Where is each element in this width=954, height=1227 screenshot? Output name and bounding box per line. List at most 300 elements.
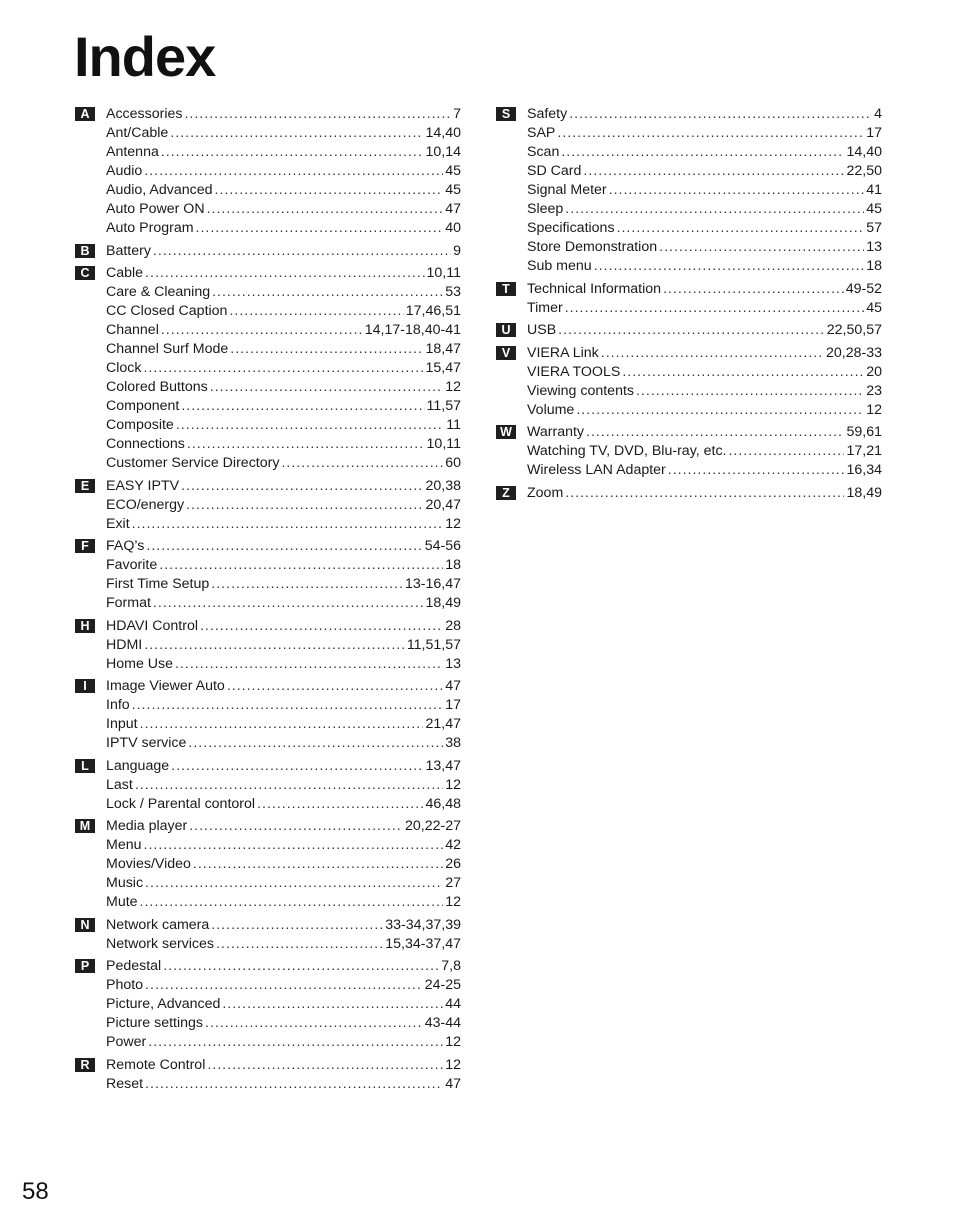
index-entry-pages: 18,49: [425, 595, 461, 611]
dot-leader: [212, 283, 443, 302]
index-entry-term: Viewing contents: [527, 382, 635, 399]
index-letter-badge: A: [75, 107, 95, 121]
index-entry[interactable]: [106, 817, 461, 836]
index-entry-pages: 20,38: [425, 477, 461, 494]
dot-leader: [594, 257, 865, 276]
index-entries: [527, 280, 882, 318]
dot-leader: [145, 1075, 443, 1094]
index-entry-term: Info: [106, 697, 130, 713]
index-entry[interactable]: [106, 378, 461, 397]
index-entry[interactable]: [106, 776, 461, 795]
index-entry-pages: 13: [866, 239, 882, 255]
index-entry-pages: 20,47: [425, 496, 461, 513]
index-group-c: [75, 264, 461, 473]
index-entry-pages: 9: [453, 242, 461, 259]
index-entry-pages: 13-16,47: [404, 576, 461, 592]
index-entry-pages: 59,61: [846, 424, 882, 440]
index-entry-term: USB: [527, 322, 557, 338]
dot-leader: [140, 715, 424, 734]
dot-leader: [216, 935, 383, 954]
index-entry[interactable]: [106, 321, 461, 340]
index-group-w: [496, 423, 882, 480]
index-entry-term: Media player: [106, 818, 188, 834]
index-entry-pages: 17,21: [846, 443, 882, 459]
index-letter-badge: E: [75, 479, 95, 493]
index-entry-term: Warranty: [527, 424, 585, 440]
index-entry-pages: 38: [445, 735, 461, 751]
dot-leader: [132, 696, 444, 715]
index-entry-pages: 45: [866, 299, 882, 316]
index-column-right: [496, 105, 882, 506]
dot-leader: [207, 1056, 443, 1075]
index-entry[interactable]: [106, 893, 461, 912]
index-entry[interactable]: [106, 435, 461, 454]
dot-leader: [583, 162, 844, 181]
index-entry[interactable]: [527, 363, 882, 382]
dot-leader: [565, 200, 864, 219]
index-entry[interactable]: [106, 935, 461, 954]
index-entry[interactable]: [106, 916, 461, 935]
index-entry-term: Colored Buttons: [106, 379, 208, 395]
index-entry[interactable]: [106, 105, 461, 124]
index-entry[interactable]: [527, 200, 882, 219]
index-entries: [527, 321, 882, 340]
dot-leader: [257, 795, 423, 814]
index-entry[interactable]: [527, 484, 882, 503]
index-entry[interactable]: [106, 696, 461, 715]
index-entry-pages: 54-56: [424, 538, 461, 554]
page-number: 58: [22, 1178, 49, 1205]
dot-leader: [181, 477, 423, 496]
index-entry[interactable]: [106, 219, 461, 238]
index-group-t: [496, 280, 882, 318]
index-entries: [106, 677, 461, 753]
index-entry[interactable]: [527, 321, 882, 340]
index-entry-pages: 7: [453, 106, 461, 122]
index-letter-badge: R: [75, 1058, 95, 1072]
index-entry[interactable]: [106, 454, 461, 473]
index-entry-term: Customer Service Directory: [106, 455, 280, 471]
index-entry-pages: 12: [445, 379, 461, 395]
index-entry[interactable]: [527, 299, 882, 318]
index-entry[interactable]: [106, 143, 461, 162]
index-entry-pages: 12: [445, 894, 461, 910]
dot-leader: [601, 344, 824, 363]
index-entry-pages: 12: [445, 1034, 461, 1050]
index-entries: [106, 1056, 461, 1094]
index-entry-term: Remote Control: [106, 1056, 206, 1073]
index-entry-term: Music: [106, 875, 144, 891]
dot-leader: [144, 836, 444, 855]
dot-leader: [200, 617, 443, 636]
index-entry-pages: 14,40: [846, 144, 882, 160]
index-entries: [527, 484, 882, 503]
index-entry[interactable]: [106, 515, 461, 534]
index-entry-term: Auto Power ON: [106, 201, 205, 217]
dot-leader: [229, 302, 403, 321]
index-letter-badge: L: [75, 759, 95, 773]
index-entry[interactable]: [106, 757, 461, 776]
index-group-s: [496, 105, 882, 276]
index-entry-pages: 33-34,37,39: [385, 916, 461, 933]
index-entry-pages: 11,51,57: [406, 636, 461, 653]
index-entry-term: Care & Cleaning: [106, 284, 211, 300]
index-entry-pages: 26: [445, 856, 461, 872]
index-entry-pages: 20: [866, 363, 882, 380]
index-entry[interactable]: [106, 537, 461, 556]
index-letter-badge: M: [75, 819, 95, 833]
index-entry-term: Sub menu: [527, 258, 592, 274]
index-group-n: [75, 916, 461, 954]
dot-leader: [636, 382, 864, 401]
index-entry[interactable]: [106, 636, 461, 655]
dot-leader: [565, 299, 864, 318]
index-entry-term: Input: [106, 716, 138, 732]
dot-leader: [170, 124, 423, 143]
index-entry-pages: 53: [445, 284, 461, 300]
dot-leader: [211, 916, 383, 935]
index-entry-pages: 13: [445, 655, 461, 672]
index-entry-term: Volume: [527, 401, 575, 418]
dot-leader: [196, 219, 444, 238]
index-entry[interactable]: [106, 181, 461, 200]
index-entry[interactable]: [106, 496, 461, 515]
index-entry[interactable]: [106, 264, 461, 283]
dot-leader: [145, 874, 443, 893]
index-entry-pages: 43-44: [424, 1015, 461, 1031]
index-entry[interactable]: [106, 976, 461, 995]
index-entry-pages: 12: [445, 515, 461, 532]
index-entry-pages: 47: [445, 678, 461, 694]
index-entry-pages: 14,17-18,40-41: [364, 322, 461, 338]
index-letter-badge: H: [75, 619, 95, 633]
dot-leader: [281, 454, 443, 473]
index-entries: [106, 242, 461, 261]
index-entry-term: Mute: [106, 894, 138, 910]
dot-leader: [143, 359, 423, 378]
dot-leader: [187, 435, 425, 454]
dot-leader: [184, 105, 451, 124]
index-letter-badge: N: [75, 918, 95, 932]
dot-leader: [558, 321, 825, 340]
dot-leader: [557, 124, 864, 143]
index-entry[interactable]: [527, 280, 882, 299]
index-entries: [106, 105, 461, 238]
index-entry-term: Signal Meter: [527, 182, 607, 198]
index-entry[interactable]: [106, 242, 461, 261]
index-entry-term: CC Closed Caption: [106, 303, 228, 319]
index-entry-term: EASY IPTV: [106, 477, 180, 494]
index-entry-pages: 60: [445, 455, 461, 471]
index-letter-badge: W: [496, 425, 516, 439]
index-entry-pages: 47: [445, 201, 461, 217]
index-entry[interactable]: [527, 344, 882, 363]
index-entry[interactable]: [106, 995, 461, 1014]
index-entry-pages: 49-52: [845, 280, 882, 297]
index-entry[interactable]: [527, 219, 882, 238]
index-entry-term: Composite: [106, 417, 174, 433]
index-entry[interactable]: [106, 124, 461, 143]
index-letter-badge: P: [75, 959, 95, 973]
index-column-left: [75, 105, 461, 1097]
index-entry[interactable]: [527, 124, 882, 143]
index-entry[interactable]: [527, 143, 882, 162]
index-letter-badge: T: [496, 282, 516, 296]
index-entry-term: Accessories: [106, 106, 183, 122]
index-entries: [106, 264, 461, 473]
index-entry-term: HDAVI Control: [106, 617, 198, 634]
index-entry-term: Safety: [527, 106, 568, 122]
index-entry[interactable]: [527, 257, 882, 276]
index-entry-pages: 22,50,57: [826, 322, 882, 338]
index-entry-term: Audio: [106, 163, 143, 179]
dot-leader: [181, 397, 424, 416]
index-group-i: [75, 677, 461, 753]
dot-leader: [211, 575, 403, 594]
index-entry[interactable]: [106, 283, 461, 302]
dot-leader: [148, 1033, 443, 1052]
index-entry-term: Ant/Cable: [106, 125, 169, 141]
index-entry[interactable]: [106, 1075, 461, 1094]
index-entry[interactable]: [106, 302, 461, 321]
index-entry-term: IPTV service: [106, 735, 187, 751]
index-entries: [106, 537, 461, 613]
dot-leader: [132, 515, 444, 534]
index-entries: [106, 916, 461, 954]
index-entry-pages: 10,11: [426, 265, 461, 281]
index-entry-term: Audio, Advanced: [106, 182, 213, 198]
index-entry-term: Picture, Advanced: [106, 996, 221, 1012]
dot-leader: [161, 321, 363, 340]
index-entry-term: Zoom: [527, 484, 564, 501]
index-entry[interactable]: [106, 855, 461, 874]
dot-leader: [565, 484, 844, 503]
index-entry[interactable]: [527, 105, 882, 124]
index-entry-term: Power: [106, 1034, 147, 1050]
index-entry-pages: 45: [445, 182, 461, 198]
index-entry-term: FAQ’s: [106, 538, 145, 554]
index-entry[interactable]: [106, 556, 461, 575]
index-group-f: [75, 537, 461, 613]
index-entry[interactable]: [527, 238, 882, 257]
index-entry[interactable]: [106, 734, 461, 753]
dot-leader: [135, 776, 443, 795]
index-group-e: [75, 477, 461, 534]
index-entry-term: Lock / Parental contorol: [106, 795, 256, 812]
index-entries: [106, 617, 461, 674]
index-entry-term: Connections: [106, 436, 185, 452]
index-entries: [106, 477, 461, 534]
index-entry-pages: 21,47: [425, 716, 461, 732]
dot-leader: [215, 181, 444, 200]
index-letter-badge: C: [75, 266, 95, 280]
index-entry[interactable]: [106, 162, 461, 181]
index-group-h: [75, 617, 461, 674]
index-entry-pages: 18: [866, 258, 882, 274]
index-entry-term: Format: [106, 595, 151, 611]
index-entry-term: Image Viewer Auto: [106, 678, 225, 694]
index-entry-term: Favorite: [106, 557, 158, 573]
index-entry-pages: 46,48: [425, 795, 461, 812]
index-entry[interactable]: [106, 1033, 461, 1052]
dot-leader: [159, 556, 443, 575]
dot-leader: [622, 363, 864, 382]
index-entry-term: Reset: [106, 1075, 144, 1092]
index-entry[interactable]: [106, 359, 461, 378]
index-entry-term: ECO/energy: [106, 496, 185, 513]
page-title: Index: [74, 25, 216, 88]
index-group-u: [496, 321, 882, 340]
index-entry-pages: 13,47: [425, 757, 461, 774]
index-entry[interactable]: [106, 957, 461, 976]
index-entry[interactable]: [106, 677, 461, 696]
dot-leader: [193, 855, 443, 874]
index-entry[interactable]: [106, 477, 461, 496]
index-letter-badge: B: [75, 244, 95, 258]
index-entry-pages: 23: [866, 382, 882, 399]
index-entry-term: Store Demonstration: [527, 239, 658, 255]
dot-leader: [569, 105, 872, 124]
index-entry-pages: 44: [445, 996, 461, 1012]
index-entry-pages: 12: [445, 1056, 461, 1073]
index-entry-term: Battery: [106, 242, 151, 259]
dot-leader: [668, 461, 845, 480]
index-entry-pages: 18,49: [846, 484, 882, 501]
dot-leader: [728, 442, 844, 461]
dot-leader: [227, 677, 443, 696]
dot-leader: [561, 143, 844, 162]
index-entry[interactable]: [106, 874, 461, 893]
index-entry[interactable]: [527, 382, 882, 401]
index-entry[interactable]: [527, 442, 882, 461]
index-entry-term: Home Use: [106, 655, 174, 672]
dot-leader: [205, 1014, 423, 1033]
index-entry-term: First Time Setup: [106, 576, 210, 592]
index-entry-term: Picture settings: [106, 1015, 203, 1031]
index-entry-pages: 17,46,51: [405, 303, 461, 319]
index-entry[interactable]: [106, 715, 461, 734]
index-entry-term: VIERA Link: [527, 344, 599, 361]
index-entry[interactable]: [106, 594, 461, 613]
index-entries: [106, 757, 461, 814]
dot-leader: [188, 734, 443, 753]
index-entry-pages: 42: [445, 837, 461, 853]
dot-leader: [576, 401, 864, 420]
index-group-a: [75, 105, 461, 238]
index-entry-pages: 10,11: [426, 436, 461, 452]
index-entry-pages: 11: [446, 417, 461, 433]
index-entry-term: Menu: [106, 837, 142, 853]
dot-leader: [153, 242, 451, 261]
index-entry-pages: 7,8: [441, 958, 461, 974]
index-entry-pages: 20,22-27: [404, 818, 461, 834]
index-entry-term: SD Card: [527, 163, 582, 179]
index-entry-pages: 10,14: [425, 144, 461, 160]
index-entry[interactable]: [106, 340, 461, 359]
dot-leader: [175, 655, 443, 674]
index-entry-pages: 16,34: [846, 462, 882, 478]
index-entry-pages: 57: [866, 220, 882, 236]
index-entry[interactable]: [106, 655, 461, 674]
index-entry-pages: 12: [445, 776, 461, 793]
index-entry-pages: 45: [445, 163, 461, 179]
index-entry[interactable]: [527, 162, 882, 181]
dot-leader: [176, 416, 444, 435]
index-entry-term: Cable: [106, 265, 144, 281]
index-entry-term: Exit: [106, 515, 130, 532]
dot-leader: [161, 143, 424, 162]
index-entry-term: Component: [106, 398, 180, 414]
index-entry-term: Language: [106, 757, 170, 774]
index-entry-pages: 40: [445, 220, 461, 236]
index-group-z: [496, 484, 882, 503]
index-entry[interactable]: [527, 461, 882, 480]
index-entry-pages: 11,57: [426, 398, 461, 414]
dot-leader: [663, 280, 844, 299]
index-entry[interactable]: [106, 1014, 461, 1033]
index-entry-term: Auto Program: [106, 220, 194, 236]
index-group-v: [496, 344, 882, 420]
index-entry-term: Technical Information: [527, 280, 662, 297]
index-entry-pages: 17: [445, 697, 461, 713]
index-entry-pages: 4: [874, 106, 882, 122]
index-entry-pages: 47: [445, 1075, 461, 1092]
index-entry-pages: 15,34-37,47: [385, 935, 461, 952]
index-entries: [527, 344, 882, 420]
index-entry-term: Movies/Video: [106, 856, 191, 872]
index-entries: [106, 817, 461, 912]
index-entry[interactable]: [106, 575, 461, 594]
index-entry[interactable]: [106, 416, 461, 435]
dot-leader: [586, 423, 844, 442]
dot-leader: [207, 200, 444, 219]
index-letter-badge: I: [75, 679, 95, 693]
index-letter-badge: V: [496, 346, 516, 360]
index-entry-term: Channel Surf Mode: [106, 341, 229, 357]
dot-leader: [222, 995, 443, 1014]
index-entry[interactable]: [106, 617, 461, 636]
dot-leader: [186, 496, 423, 515]
index-entry-term: Specifications: [527, 220, 615, 236]
index-entry-pages: 14,40: [425, 125, 461, 141]
index-entry-pages: 20,28-33: [825, 344, 882, 361]
index-group-m: [75, 817, 461, 912]
index-entry-pages: 18: [445, 557, 461, 573]
index-entry-pages: 28: [445, 617, 461, 634]
dot-leader: [171, 757, 423, 776]
dot-leader: [189, 817, 403, 836]
index-entry[interactable]: [106, 836, 461, 855]
index-entry[interactable]: [106, 397, 461, 416]
index-entry[interactable]: [527, 423, 882, 442]
index-letter-badge: U: [496, 323, 516, 337]
index-entry-term: VIERA TOOLS: [527, 363, 621, 380]
dot-leader: [144, 636, 405, 655]
index-entry[interactable]: [106, 1056, 461, 1075]
index-entry-term: Wireless LAN Adapter: [527, 462, 666, 478]
index-entry-pages: 15,47: [425, 360, 461, 376]
index-entry-term: Channel: [106, 322, 159, 338]
index-entry-term: Scan: [527, 144, 560, 160]
index-entry[interactable]: [527, 181, 882, 200]
index-entry-term: Sleep: [527, 201, 564, 217]
index-entry[interactable]: [527, 401, 882, 420]
dot-leader: [153, 594, 424, 613]
index-entry[interactable]: [106, 200, 461, 219]
index-group-l: [75, 757, 461, 814]
dot-leader: [145, 264, 424, 283]
index-entry[interactable]: [106, 795, 461, 814]
